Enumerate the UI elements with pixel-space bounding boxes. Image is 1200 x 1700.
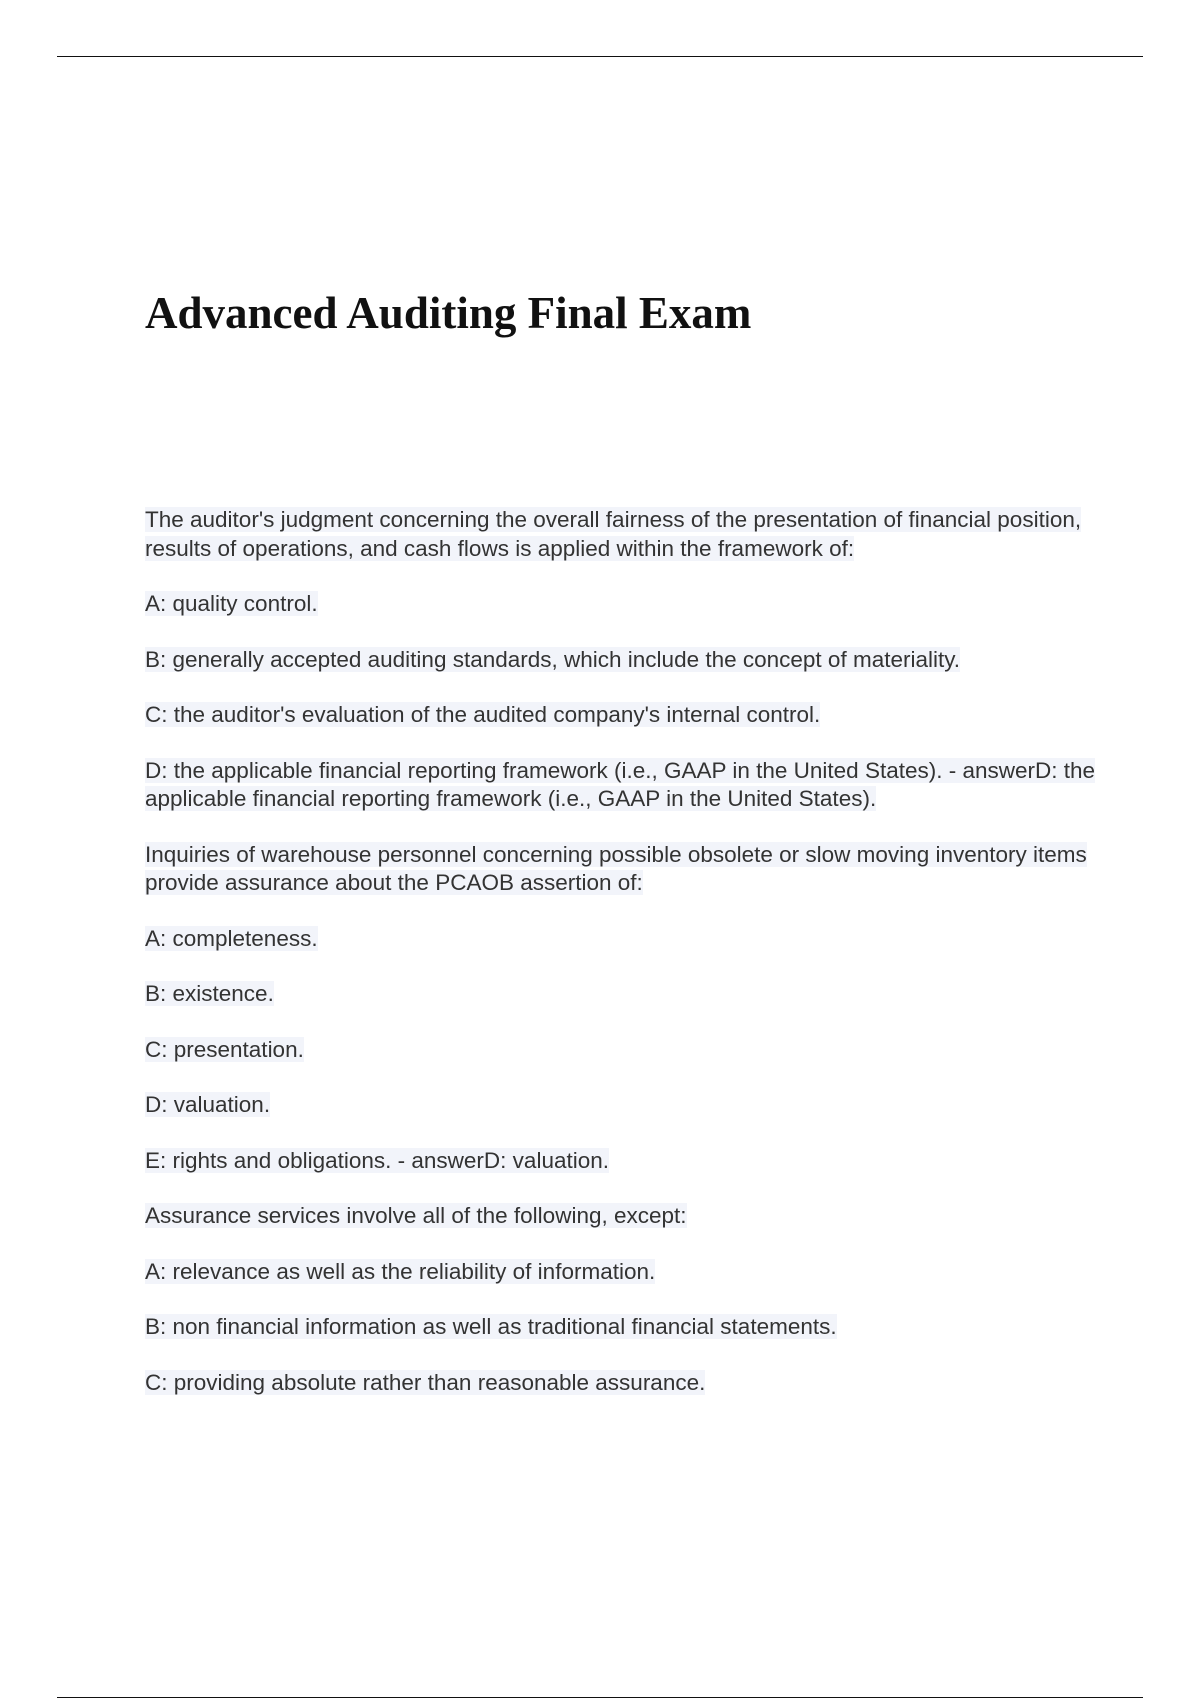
question-2-option-c: C: presentation. <box>145 1036 304 1062</box>
question-2-option-e-answer: E: rights and obligations. - answerD: valuation. <box>145 1147 609 1173</box>
question-3-option-a: A: relevance as well as the reliability of information. <box>145 1258 656 1284</box>
document-body <box>145 506 1105 1424</box>
question-2-option-a: A: completeness. <box>145 925 318 951</box>
question-1-option-b: B: generally accepted auditing standards, which include the concept of materiality. <box>145 646 961 672</box>
question-1-option-c: C: the auditor's evaluation of the audited company's internal control. <box>145 702 821 727</box>
footer-rule <box>57 1697 1143 1698</box>
question-1-option-d-answer: D: the applicable financial reporting framework (i.e., GAAP in the United States). - answerD: the applicable financial reporting framework (i.e., GAAP in the United States). <box>145 757 1096 811</box>
question-1-stem: The auditor's judgment concerning the overall fairness of the presentation of financial position, results of operations, and cash flows is applied within the framework of: <box>145 507 1082 561</box>
question-3-option-b: B: non financial information as well as traditional financial statements. <box>145 1314 837 1339</box>
header-rule <box>57 56 1143 57</box>
document-title: Advanced Auditing Final Exam <box>145 288 752 338</box>
question-3-stem: Assurance services involve all of the following, except: <box>145 1203 687 1228</box>
question-1-option-a: A: quality control. <box>145 591 318 616</box>
question-3-option-c: C: providing absolute rather than reasonable assurance. <box>145 1369 706 1395</box>
question-2-option-d: D: valuation. <box>145 1092 271 1117</box>
question-2-option-b: B: existence. <box>145 981 274 1006</box>
question-2-stem: Inquiries of warehouse personnel concerning possible obsolete or slow moving inventory items provide assurance about the PCAOB assertion of: <box>145 841 1087 895</box>
